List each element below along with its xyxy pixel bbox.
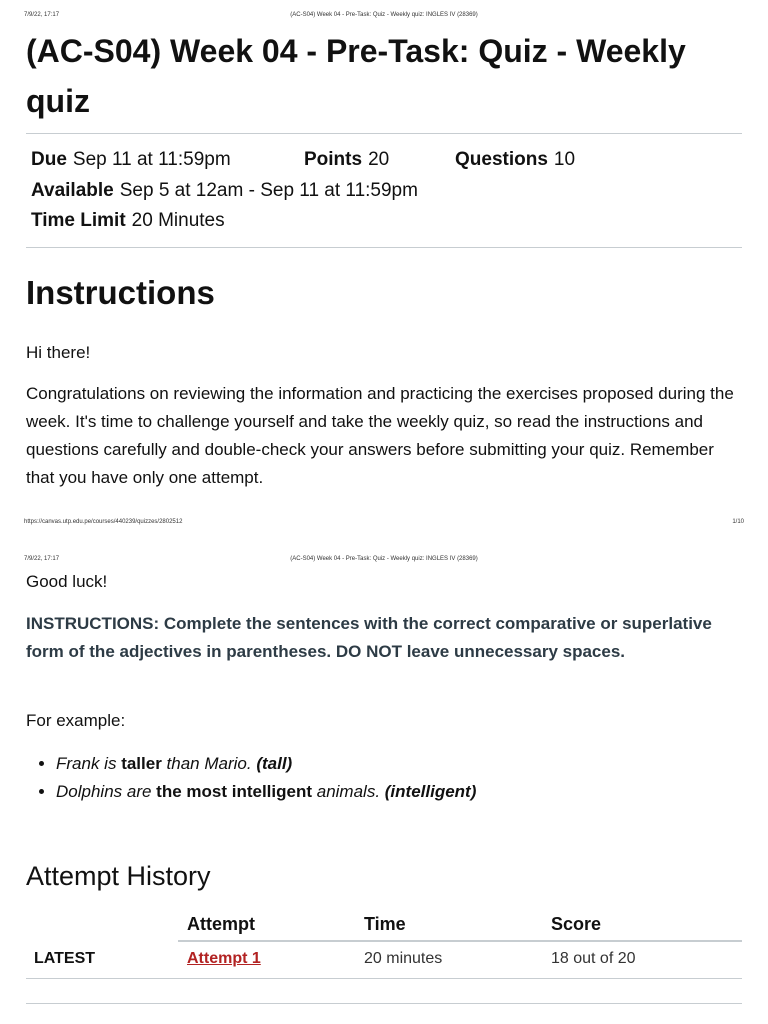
example-answer: the most intelligent [156, 782, 313, 801]
for-example-text: For example: [26, 711, 126, 730]
questions-value: 10 [553, 149, 576, 170]
example-suffix: than Mario. [161, 754, 257, 773]
example-item [56, 750, 756, 778]
column-header-attempt: Attempt [187, 914, 255, 934]
instructions-heading: Instructions [26, 274, 215, 311]
example-hint: (intelligent) [384, 782, 477, 801]
column-header-score: Score [551, 914, 602, 934]
divider-top [26, 133, 742, 134]
time-limit-value: 20 Minutes [131, 210, 225, 231]
examples-list [26, 750, 756, 806]
available-info [31, 179, 418, 203]
print-date: 7/9/22, 17:17 [24, 556, 60, 562]
attempt-status: LATEST [34, 950, 96, 967]
attempt-score: 18 out of 20 [551, 950, 636, 967]
print-date: 7/9/22, 17:17 [24, 12, 60, 18]
good-luck-text: Good luck! [26, 572, 108, 591]
print-page-number: 1/10 [732, 519, 744, 525]
example-prefix: Frank is [56, 754, 122, 773]
greeting-text: Hi there! [26, 343, 91, 362]
example-prefix: Dolphins are [56, 782, 157, 801]
column-header-time: Time [364, 914, 406, 934]
questions-label: Questions [455, 149, 548, 170]
print-title: (AC-S04) Week 04 - Pre-Task: Quiz - Weekly quiz: INGLES IV (28369) [290, 556, 478, 562]
points-info [304, 148, 389, 172]
instruction-block: INSTRUCTIONS: Complete the sentences with the correct comparative or superlative form of the adjectives in parentheses. DO NOT leave unnecessary spaces. [26, 614, 712, 661]
available-label: Available [31, 180, 114, 201]
due-info [31, 148, 231, 172]
due-value: Sep 11 at 11:59pm [72, 149, 231, 170]
table-row-divider [26, 978, 742, 979]
print-url: https://canvas.utp.edu.pe/courses/440239/quizzes/2802512 [24, 519, 183, 525]
questions-info [455, 148, 575, 172]
instructions-body: Congratulations on reviewing the information and practicing the exercises proposed during the week. It's time to challenge yourself and take the weekly quiz, so read the instructions and questions carefully and double-check your answers before submitting your quiz. Remember that you have only one attempt. [26, 384, 734, 487]
example-hint: (tall) [256, 754, 293, 773]
divider-bottom [26, 1003, 742, 1004]
time-limit-label: Time Limit [31, 210, 126, 231]
attempt-time: 20 minutes [364, 950, 443, 967]
attempt-history-heading: Attempt History [26, 861, 211, 891]
example-answer: taller [121, 754, 162, 773]
quiz-title: (AC-S04) Week 04 - Pre-Task: Quiz - Weekly quiz [26, 33, 686, 119]
time-limit-info [31, 209, 225, 233]
example-suffix: animals. [312, 782, 385, 801]
points-value: 20 [368, 149, 390, 170]
available-value: Sep 5 at 12am - Sep 11 at 11:59pm [119, 180, 418, 201]
print-footer-page1 [24, 519, 744, 529]
divider-meta [26, 247, 742, 248]
points-label: Points [304, 149, 363, 170]
example-item [56, 778, 756, 806]
print-title: (AC-S04) Week 04 - Pre-Task: Quiz - Weekly quiz: INGLES IV (28369) [290, 12, 478, 18]
due-label: Due [31, 149, 67, 170]
table-header-divider [178, 940, 742, 942]
attempt-link[interactable]: Attempt 1 [187, 950, 261, 967]
print-header-page2 [24, 556, 744, 566]
print-header-page1 [24, 12, 744, 22]
